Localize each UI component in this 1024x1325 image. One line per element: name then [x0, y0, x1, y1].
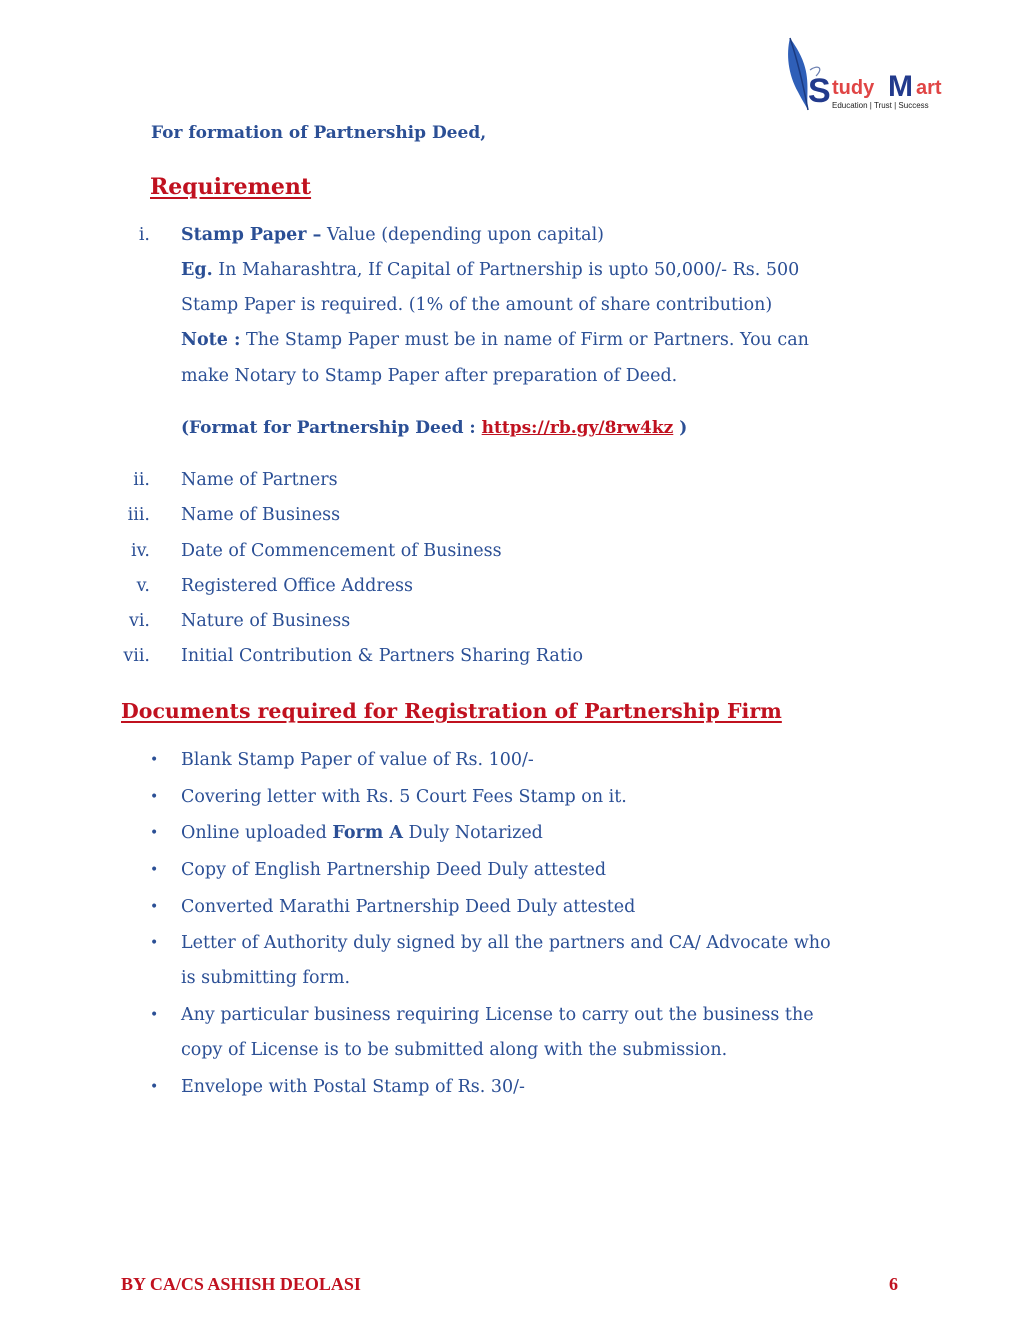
bullet-icon: •	[150, 1079, 159, 1095]
logo-letter-s: S	[808, 72, 831, 110]
list-item: Initial Contribution & Partners Sharing Ratio	[181, 646, 584, 666]
item-text: Duly Notarized	[402, 823, 543, 843]
list-item: Blank Stamp Paper of value of Rs. 100/-	[181, 750, 534, 770]
item-number: vi.	[128, 611, 150, 631]
example-text: In Maharashtra, If Capital of Partnership is upto 50,000/- Rs. 500	[212, 260, 800, 280]
item-number: iv.	[131, 541, 150, 561]
logo-letter-m: M	[888, 70, 913, 103]
stamp-paper-label: Stamp Paper –	[181, 225, 322, 245]
item-number: iii.	[127, 505, 150, 525]
example-line	[181, 260, 799, 280]
requirement-heading: Requirement	[150, 174, 312, 200]
bullet-icon: •	[150, 789, 159, 805]
note-line	[181, 330, 809, 350]
list-item: Nature of Business	[181, 611, 351, 631]
example-line-2: Stamp Paper is required. (1% of the amount of share contribution)	[181, 295, 773, 315]
list-item: Copy of English Partnership Deed Duly attested	[181, 860, 607, 880]
note-label: Note :	[181, 330, 241, 350]
list-item	[181, 823, 543, 843]
format-line	[181, 418, 687, 438]
item-number: vii.	[123, 646, 150, 666]
logo-tudy: tudy	[832, 77, 875, 99]
form-a-label: Form A	[332, 823, 403, 843]
list-item: Date of Commencement of Business	[181, 541, 502, 561]
list-item-continuation: is submitting form.	[181, 968, 351, 988]
list-item: Converted Marathi Partnership Deed Duly attested	[181, 897, 636, 917]
list-item: Envelope with Postal Stamp of Rs. 30/-	[181, 1077, 525, 1097]
study-mart-logo	[784, 34, 964, 114]
stamp-paper-text: Value (depending upon capital)	[321, 225, 605, 245]
list-item: Any particular business requiring License to carry out the business the	[181, 1005, 814, 1025]
bullet-icon: •	[150, 935, 159, 951]
page-number: 6	[889, 1274, 898, 1294]
stamp-paper-line	[181, 225, 604, 245]
intro-text: For formation of Partnership Deed,	[151, 123, 487, 143]
item-number: ii.	[133, 470, 150, 490]
bullet-icon: •	[150, 1007, 159, 1023]
item-text: Online uploaded	[181, 823, 333, 843]
list-item: Registered Office Address	[181, 576, 414, 596]
item-number: v.	[136, 576, 150, 596]
note-line-2: make Notary to Stamp Paper after preparation of Deed.	[181, 366, 678, 386]
format-suffix: )	[673, 418, 688, 438]
logo-tagline: Education | Trust | Success	[832, 101, 929, 110]
list-item: Name of Partners	[181, 470, 338, 490]
list-item: Letter of Authority duly signed by all the partners and CA/ Advocate who	[181, 933, 831, 953]
documents-heading: Documents required for Registration of Partnership Firm	[121, 699, 782, 723]
bullet-icon: •	[150, 899, 159, 915]
format-link[interactable]: https://rb.gy/8rw4kz	[481, 418, 674, 438]
logo-art: art	[916, 77, 942, 99]
bullet-icon: •	[150, 752, 159, 768]
footer-author: BY CA/CS ASHISH DEOLASI	[121, 1274, 361, 1294]
bullet-icon: •	[150, 862, 159, 878]
item-number: i.	[138, 225, 150, 245]
bullet-icon: •	[150, 825, 159, 841]
list-item: Covering letter with Rs. 5 Court Fees Stamp on it.	[181, 787, 627, 807]
example-label: Eg.	[181, 260, 213, 280]
list-item: Name of Business	[181, 505, 341, 525]
note-text: The Stamp Paper must be in name of Firm or Partners. You can	[240, 330, 809, 350]
list-item-continuation: copy of License is to be submitted along with the submission.	[181, 1040, 728, 1060]
format-prefix: (Format for Partnership Deed :	[181, 418, 482, 438]
